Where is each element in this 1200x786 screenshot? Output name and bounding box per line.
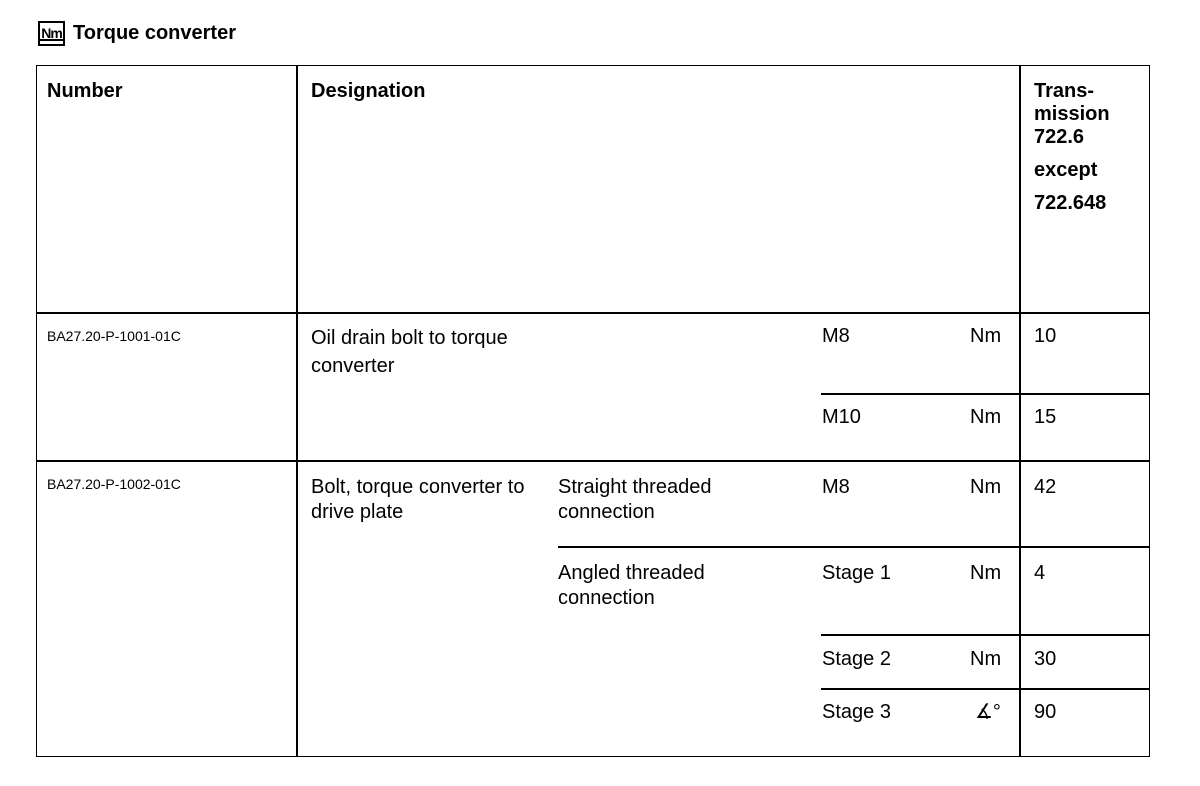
group1-row2-size: M10 [822,406,861,428]
group2-sub2-row1-size: Stage 1 [822,562,891,584]
group1-designation: Oil drain bolt to torque converter [311,327,508,377]
header-designation: Designation [311,80,426,102]
row-divider-m8-m10 [821,393,1149,395]
group2-sub2-row3-size: Stage 3 [822,701,891,723]
group2-designation: Bolt, torque converter to drive plate [311,476,525,523]
group2-sub2-row2-unit: Nm [970,648,1002,670]
row-divider-stage1-stage2 [821,634,1149,636]
header-divider [37,312,1149,314]
group2-number: BA27.20-P-1002-01C [47,476,181,492]
angle-degree-icon: ∡° [975,701,1001,723]
group1-row1-value: 10 [1034,325,1057,347]
header-transmission-line5: 722.648 [1034,192,1107,214]
subgroup-divider [558,546,1149,548]
header-transmission-line1: Trans- [1034,80,1095,102]
column-divider-transmission [1019,66,1021,756]
group2-sub2-row1-unit: Nm [970,562,1002,584]
page-title: Torque converter [73,21,236,44]
header-number: Number [47,80,123,102]
group2-sub2-row3-value: 90 [1034,701,1057,723]
header-transmission-line3: 722.6 [1034,126,1085,148]
group1-row2-value: 15 [1034,406,1057,428]
group1-row1-size: M8 [822,325,850,347]
group2-sub2-row2-size: Stage 2 [822,648,891,670]
header-transmission [1034,79,1110,216]
group2-sub1-row1-unit: Nm [970,476,1002,498]
header-transmission-line2: mission [1034,103,1110,125]
group1-number: BA27.20-P-1001-01C [47,328,181,344]
group2-sub1-connection: Straight threaded connection [558,476,712,523]
torque-table [36,65,1150,757]
group2-sub1-row1-size: M8 [822,476,850,498]
column-divider-number [296,66,298,756]
group2-sub1-row1-value: 42 [1034,476,1057,498]
section-heading [38,18,236,48]
group1-row1-unit: Nm [970,325,1002,347]
torque-nm-icon: Nm [38,21,65,46]
group2-sub2-connection: Angled threaded connection [558,562,705,609]
header-transmission-line4: except [1034,159,1098,181]
group2-sub2-row2-value: 30 [1034,648,1057,670]
group1-row2-unit: Nm [970,406,1002,428]
group2-sub2-row1-value: 4 [1034,562,1046,584]
row-divider-stage2-stage3 [821,688,1149,690]
group-divider [37,460,1149,462]
